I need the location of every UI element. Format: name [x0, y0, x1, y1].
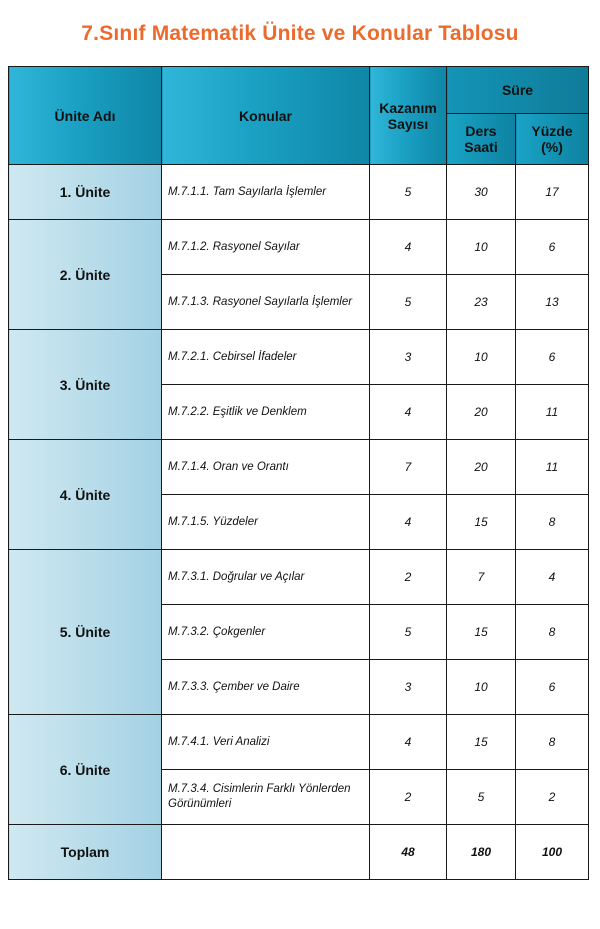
topic-cell: M.7.2.1. Cebirsel İfadeler	[162, 330, 370, 385]
outcome-count-cell: 4	[370, 385, 447, 440]
percent-cell: 4	[516, 550, 589, 605]
lesson-hours-cell: 15	[447, 605, 516, 660]
percent-cell: 8	[516, 715, 589, 770]
percent-cell: 11	[516, 440, 589, 495]
lesson-hours-cell: 15	[447, 495, 516, 550]
percent-cell: 8	[516, 605, 589, 660]
table-row	[9, 220, 589, 275]
topic-cell: M.7.4.1. Veri Analizi	[162, 715, 370, 770]
lesson-hours-cell: 20	[447, 385, 516, 440]
table-row	[9, 550, 589, 605]
lesson-hours-cell: 23	[447, 275, 516, 330]
lesson-hours-cell: 30	[447, 165, 516, 220]
total-topic-empty	[162, 825, 370, 880]
lesson-hours-cell: 10	[447, 660, 516, 715]
outcome-count-cell: 2	[370, 770, 447, 825]
percent-cell: 8	[516, 495, 589, 550]
unit-name: 2. Ünite	[9, 220, 162, 330]
topic-cell: M.7.1.3. Rasyonel Sayılarla İşlemler	[162, 275, 370, 330]
total-outcome-count: 48	[370, 825, 447, 880]
topic-cell: M.7.3.1. Doğrular ve Açılar	[162, 550, 370, 605]
unit-name: 4. Ünite	[9, 440, 162, 550]
table-row	[9, 330, 589, 385]
total-row	[9, 825, 589, 880]
topic-cell: M.7.3.4. Cisimlerin Farklı Yönlerden Görünümleri	[162, 770, 370, 825]
topic-cell: M.7.1.2. Rasyonel Sayılar	[162, 220, 370, 275]
topic-cell: M.7.3.2. Çokgenler	[162, 605, 370, 660]
topic-cell: M.7.1.5. Yüzdeler	[162, 495, 370, 550]
outcome-count-cell: 3	[370, 660, 447, 715]
total-percent: 100	[516, 825, 589, 880]
outcome-count-cell: 5	[370, 275, 447, 330]
outcome-count-cell: 2	[370, 550, 447, 605]
header-lesson-hours	[447, 114, 516, 165]
lesson-hours-cell: 10	[447, 330, 516, 385]
table-row	[9, 165, 589, 220]
percent-cell: 13	[516, 275, 589, 330]
total-label: Toplam	[9, 825, 162, 880]
percent-cell: 6	[516, 660, 589, 715]
header-duration: Süre	[447, 67, 589, 114]
header-lesson-hours-line2: Saati	[464, 139, 498, 155]
topic-cell: M.7.2.2. Eşitlik ve Denklem	[162, 385, 370, 440]
outcome-count-cell: 4	[370, 220, 447, 275]
percent-cell: 6	[516, 220, 589, 275]
lesson-hours-cell: 15	[447, 715, 516, 770]
header-percent	[516, 114, 589, 165]
unit-name: 3. Ünite	[9, 330, 162, 440]
unit-name: 1. Ünite	[9, 165, 162, 220]
lesson-hours-cell: 5	[447, 770, 516, 825]
outcome-count-cell: 7	[370, 440, 447, 495]
header-percent-line2: (%)	[541, 139, 563, 155]
outcome-count-cell: 4	[370, 715, 447, 770]
header-percent-line1: Yüzde	[531, 123, 573, 139]
header-outcome-count-line2: Sayısı	[387, 115, 429, 132]
unit-topic-table	[8, 66, 589, 880]
page-title: 7.Sınıf Matematik Ünite ve Konular Tablosu	[81, 22, 519, 45]
header-topics: Konular	[162, 67, 370, 165]
percent-cell: 17	[516, 165, 589, 220]
lesson-hours-cell: 20	[447, 440, 516, 495]
outcome-count-cell: 3	[370, 330, 447, 385]
outcome-count-cell: 5	[370, 165, 447, 220]
header-lesson-hours-line1: Ders	[465, 123, 497, 139]
percent-cell: 6	[516, 330, 589, 385]
topic-cell: M.7.1.4. Oran ve Orantı	[162, 440, 370, 495]
lesson-hours-cell: 10	[447, 220, 516, 275]
header-outcome-count	[370, 67, 447, 165]
total-lesson-hours: 180	[447, 825, 516, 880]
table-row	[9, 715, 589, 770]
topic-cell: M.7.3.3. Çember ve Daire	[162, 660, 370, 715]
outcome-count-cell: 5	[370, 605, 447, 660]
lesson-hours-cell: 7	[447, 550, 516, 605]
percent-cell: 2	[516, 770, 589, 825]
header-unit-name: Ünite Adı	[9, 67, 162, 165]
percent-cell: 11	[516, 385, 589, 440]
unit-name: 5. Ünite	[9, 550, 162, 715]
header-outcome-count-line1: Kazanım	[379, 99, 437, 116]
outcome-count-cell: 4	[370, 495, 447, 550]
unit-name: 6. Ünite	[9, 715, 162, 825]
table-row	[9, 440, 589, 495]
topic-cell: M.7.1.1. Tam Sayılarla İşlemler	[162, 165, 370, 220]
